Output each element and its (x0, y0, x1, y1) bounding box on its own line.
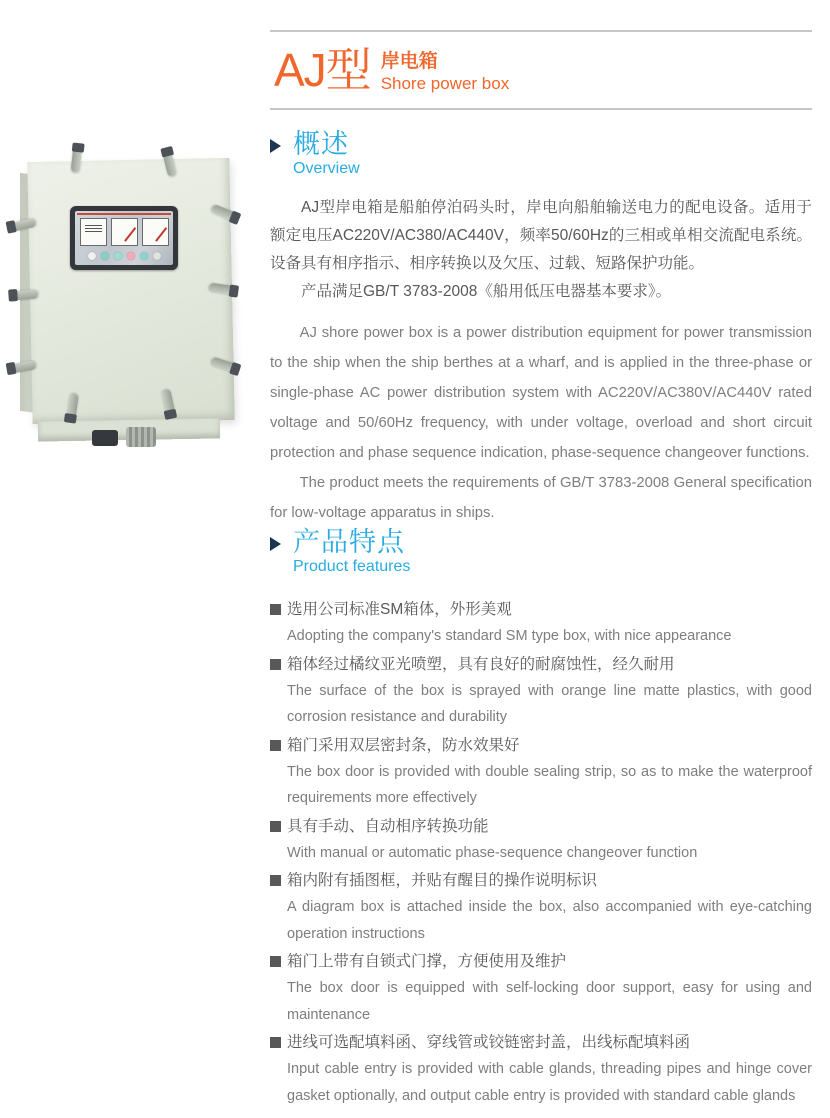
panel-red-stripe (77, 213, 171, 215)
bullet-square-icon (270, 875, 281, 886)
analog-meter (111, 218, 138, 246)
meter-window (70, 206, 178, 270)
section-titles (293, 130, 360, 178)
feature-item (270, 1029, 812, 1109)
section-features (270, 528, 812, 1110)
bullet-square-icon (270, 1037, 281, 1048)
meter-panel (75, 211, 173, 265)
top-divider (270, 30, 812, 32)
feature-item (270, 867, 812, 947)
feature-en: The box door is provided with double sealing strip, so as to make the waterproof requirements more effectively (287, 763, 812, 807)
product-subtitle (381, 46, 510, 93)
door-latch (11, 290, 38, 301)
indicator-light (114, 252, 122, 260)
feature-zh-text: 箱门上带有自锁式门撑，方便使用及维护 (287, 953, 567, 971)
indicator-light (101, 252, 109, 260)
feature-zh (270, 1029, 812, 1056)
indicator-row (75, 252, 173, 260)
feature-zh (270, 651, 812, 678)
product-name-zh: 岸电箱 (380, 51, 438, 72)
title-divider (270, 108, 812, 110)
analog-meter (142, 218, 169, 246)
feature-zh-text: 箱内附有插图框，并贴有醒目的操作说明标识 (287, 872, 598, 890)
feature-zh (270, 948, 812, 975)
overview-paragraph-zh: 产品满足GB/T 3783-2008《船用低压电器基本要求》。 (301, 283, 672, 301)
feature-item (270, 813, 812, 867)
feature-en: A diagram box is attached inside the box, also accompanied with eye-catching operation instructions (287, 899, 812, 942)
section-marker-icon (270, 537, 281, 551)
feature-zh-text: 选用公司标准SM箱体，外形美观 (287, 601, 512, 619)
bullet-square-icon (270, 740, 281, 751)
section-title-zh: 概述 (293, 129, 349, 159)
indicator-light (153, 252, 161, 260)
section-title-en: Product features (293, 558, 411, 576)
overview-paragraph-zh: AJ型岸电箱是船舶停泊码头时，岸电向船舶输送电力的配电设备。适用于额定电压AC220V/AC380/AC440V，频率50/60Hz的三相或单相交流配电系统。设备具有相序指示、相序转换以及欠压、过载、短路保护功能。 (270, 199, 812, 273)
bullet-square-icon (270, 956, 281, 967)
bullet-square-icon (270, 821, 281, 832)
feature-en: The box door is equipped with self-locking door support, easy for using and maintenance (287, 980, 812, 1023)
section-titles (293, 528, 410, 576)
bullet-square-icon (270, 659, 281, 670)
section-header (270, 528, 812, 576)
feature-item (270, 732, 812, 812)
feature-zh-text: 箱体经过橘纹亚光喷塑，具有良好的耐腐蚀性，经久耐用 (287, 655, 675, 673)
feature-zh-text: 具有手动、自动相序转换功能 (287, 817, 489, 835)
product-model: AJ型 (274, 43, 371, 96)
meter-row (75, 218, 173, 246)
feature-zh (270, 732, 812, 759)
indicator-light (88, 252, 96, 260)
feature-zh-text: 箱门采用双层密封条，防水效果好 (287, 736, 520, 754)
feature-zh (270, 596, 812, 623)
section-header (270, 130, 812, 178)
indicator-light (127, 252, 135, 260)
section-title-en: Overview (293, 160, 360, 178)
cable-gland (126, 427, 156, 447)
indicator-light (140, 252, 148, 260)
product-title (274, 43, 510, 96)
section-overview (270, 130, 812, 528)
feature-zh (270, 867, 812, 894)
product-name-en: Shore power box (380, 73, 510, 93)
product-photo (12, 148, 264, 448)
feature-en: Adopting the company's standard SM type box, with nice appearance (287, 628, 732, 645)
feature-en: The surface of the box is sprayed with orange line matte plastics, with good corrosion resistance and durability (287, 682, 812, 726)
bullet-square-icon (270, 604, 281, 615)
section-title-zh: 产品特点 (293, 527, 405, 557)
feature-zh (270, 813, 812, 840)
feature-zh-text: 进线可选配填料函、穿线管或铰链密封盖，出线标配填料函 (287, 1034, 691, 1052)
feature-en: With manual or automatic phase-sequence changeover function (287, 844, 698, 861)
section-marker-icon (270, 139, 281, 153)
cable-gland (92, 430, 118, 446)
feature-item (270, 651, 812, 731)
overview-paragraph-en: AJ shore power box is a power distribution equipment for power transmission to the ship when the ship berthes at a wharf, and is applied in the three-phase or single-phase AC power distribution system with AC220V/AC380V/AC440V rated voltage and 50/60Hz frequency, with under voltage, overload and short circuit protection and phase sequence indication, phase-sequence changeover functions. (270, 325, 812, 462)
analog-meter (80, 218, 107, 246)
feature-item (270, 948, 812, 1028)
feature-en: Input cable entry is provided with cable glands, threading pipes and hinge cover gasket optionally, and output cable entry is provided with standard cable glands (287, 1061, 812, 1104)
enclosure-body (27, 158, 234, 424)
feature-item (270, 596, 812, 650)
overview-paragraph-en: The product meets the requirements of GB/T 3783-2008 General specification for low-voltage apparatus in ships. (270, 475, 812, 522)
